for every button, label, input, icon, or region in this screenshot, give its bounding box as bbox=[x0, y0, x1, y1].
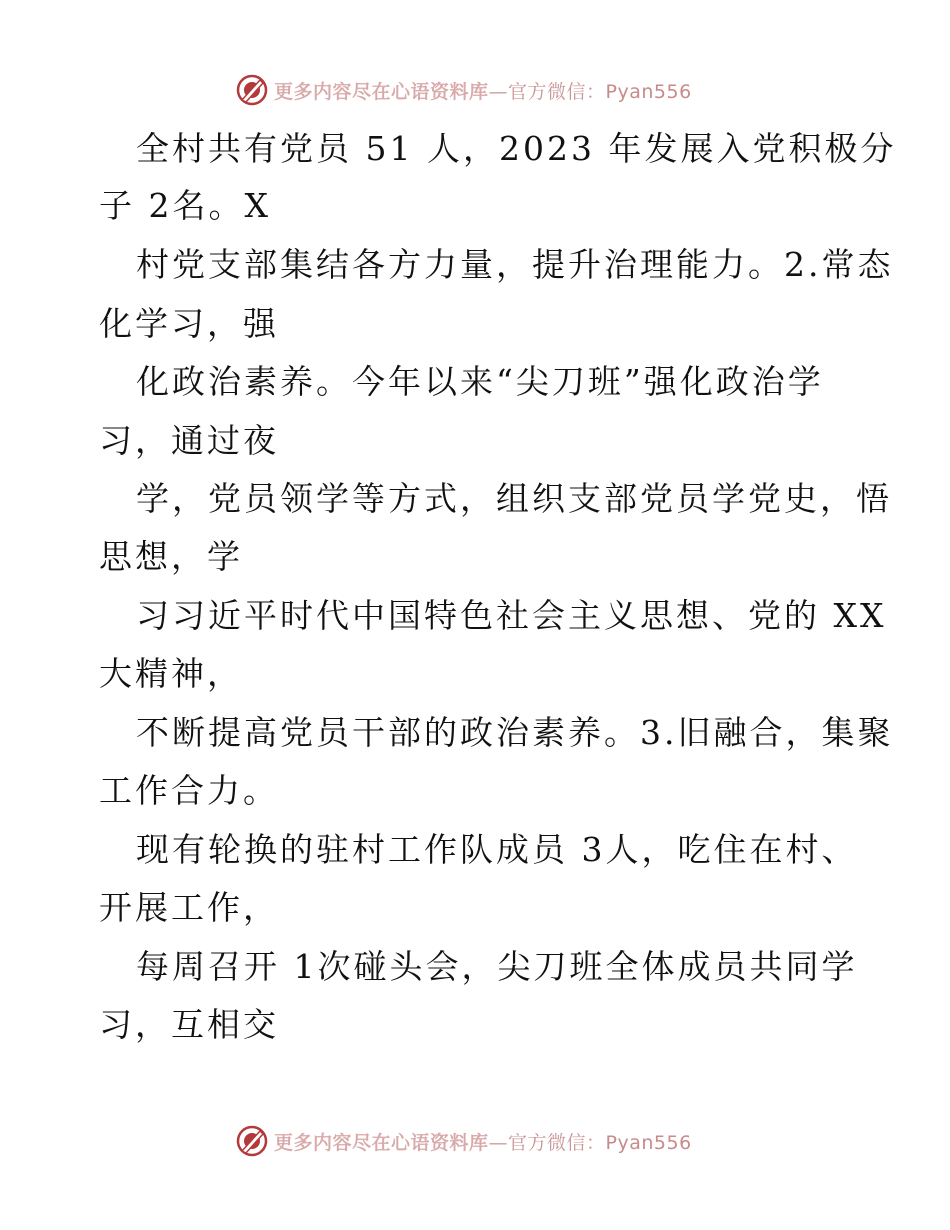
paragraph-line: 子 2名。X bbox=[99, 186, 271, 225]
banner-label: 官方微信： bbox=[508, 80, 606, 103]
paragraph-line: 学，党员领学等方式，组织支部党员学党史，悟 bbox=[136, 479, 892, 518]
paragraph-line: 工作合力。 bbox=[99, 771, 279, 810]
logo-icon bbox=[236, 1125, 268, 1157]
banner-id: Pyan556 bbox=[605, 80, 692, 103]
paragraph-line: 开展工作， bbox=[99, 888, 279, 927]
banner-text bbox=[274, 1128, 692, 1155]
banner-site: 更多内容尽在心语资料库 bbox=[274, 1131, 489, 1154]
logo-icon bbox=[236, 74, 268, 106]
banner-id: Pyan556 bbox=[605, 1131, 692, 1154]
paragraph-line: 每周召开 1次碰头会，尖刀班全体成员共同学 bbox=[136, 947, 858, 986]
paragraph-line: 习，互相交 bbox=[99, 1005, 279, 1044]
banner-text bbox=[274, 77, 692, 104]
paragraph-line: 不断提高党员干部的政治素养。3.旧融合，集聚 bbox=[136, 713, 894, 752]
paragraph-line: 化学习，强 bbox=[99, 304, 279, 343]
footer-banner bbox=[236, 1124, 692, 1158]
banner-label: 官方微信： bbox=[508, 1131, 606, 1154]
banner-site: 更多内容尽在心语资料库 bbox=[274, 80, 489, 103]
paragraph-line: 大精神， bbox=[99, 654, 243, 693]
paragraph-line: 现有轮换的驻村工作队成员 3人，吃住在村、 bbox=[136, 830, 858, 869]
paragraph-line: 习，通过夜 bbox=[99, 421, 279, 460]
banner-separator: — bbox=[488, 1131, 509, 1154]
paragraph-line: 全村共有党员 51 人，2023 年发展入党积极分 bbox=[136, 129, 897, 168]
banner-separator: — bbox=[488, 80, 509, 103]
paragraph-line: 思想，学 bbox=[99, 537, 243, 576]
paragraph-line: 化政治素养。今年以来“尖刀班”强化政治学 bbox=[136, 362, 824, 401]
paragraph-line: 习习近平时代中国特色社会主义思想、党的 XX bbox=[136, 596, 887, 635]
header-banner bbox=[236, 73, 692, 107]
paragraph-line: 村党支部集结各方力量，提升治理能力。2.常态 bbox=[136, 245, 894, 284]
